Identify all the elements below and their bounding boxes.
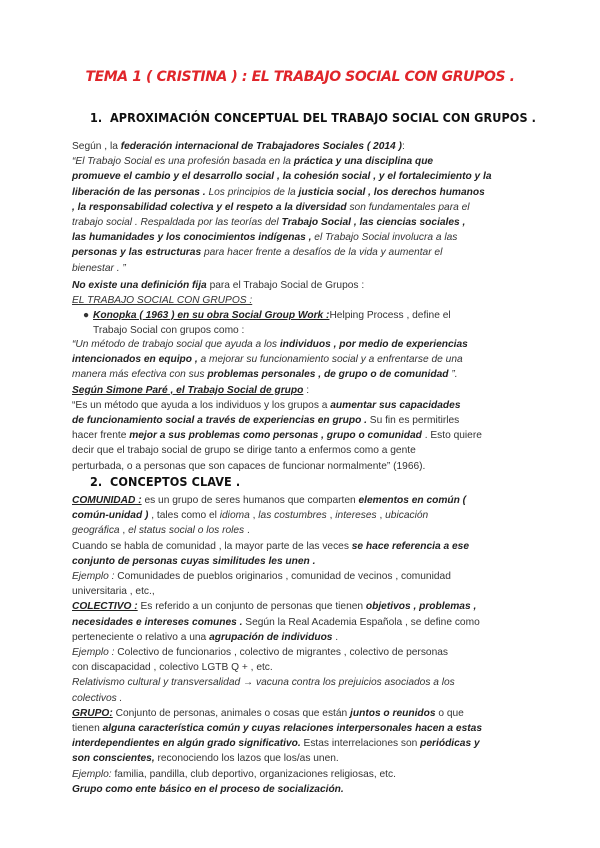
grupo-line <box>72 706 528 721</box>
quote-line <box>72 185 528 200</box>
text: Su fin es permitirles <box>366 415 460 427</box>
comunidad-line <box>72 508 528 523</box>
section-1-title: APROXIMACIÓN CONCEPTUAL DEL TRABAJO SOCIAL CON GRUPOS . <box>110 110 537 125</box>
text: Relativismo cultural y transversalidad → vacuna contra los prejuicios asociados a los <box>72 677 455 689</box>
text: . <box>244 525 250 537</box>
colectivo-line <box>72 615 528 630</box>
text: individuos , por medio de experiencias <box>279 339 468 350</box>
text: juntos o reunidos <box>350 707 436 719</box>
text: problemas personales , de grupo o de comunidad <box>207 369 449 381</box>
quote-line <box>72 398 528 413</box>
comunidad-line <box>72 554 528 569</box>
no-fixed-definition <box>72 278 528 308</box>
text: Colectivo de funcionarios , colectivo de migrantes , colectivo de personas <box>114 647 448 659</box>
relativism-line <box>72 675 528 690</box>
quote-line <box>72 428 528 443</box>
text: agrupación de individuos <box>209 631 333 643</box>
quote-line <box>72 352 528 367</box>
text: intereses <box>335 510 377 522</box>
text: o que <box>435 707 464 719</box>
text: trabajo social . Respaldada por las teorías del <box>72 217 282 229</box>
text: son fundamentales para el <box>346 201 470 213</box>
quote-line <box>72 367 528 382</box>
text: conjunto de personas cuyas similitudes les unen . <box>72 555 316 567</box>
text: , <box>326 510 336 522</box>
text: idioma <box>219 510 250 522</box>
text: se hace referencia a ese <box>351 540 470 552</box>
text: Comunidades de pueblos originarios , comunidad de vecinos , comunidad <box>114 571 451 583</box>
quote-line <box>72 459 528 474</box>
text: el Trabajo Social involucra a las <box>311 232 458 244</box>
text: Trabajo Social con grupos como : <box>93 325 245 337</box>
text: . Esto quiere <box>421 430 482 442</box>
quote-line <box>72 169 528 184</box>
pare-line <box>72 383 528 398</box>
text: personas y las estructuras <box>72 247 202 259</box>
text: Conjunto de personas, animales o cosas que están <box>112 707 351 719</box>
text: Estas interrelaciones son <box>300 738 421 750</box>
text: promueve el cambio y el desarrollo social , la cohesión social , y el fortalecimiento y la <box>72 171 492 183</box>
section-1-number: 1. <box>90 110 103 125</box>
text: de funcionamiento social a través de experiencias en grupo . <box>72 415 367 427</box>
quote-line <box>72 443 528 458</box>
grupo-line <box>72 751 528 766</box>
text: para hacer frente a desafíos de la vida y aumentar el <box>201 247 443 259</box>
text: perteneciente o relativo a una <box>72 631 210 643</box>
example-label: Ejemplo: <box>72 768 112 780</box>
grupo-line <box>72 721 528 736</box>
text: para el Trabajo Social de Grupos : <box>206 280 365 291</box>
text: ”. <box>448 369 458 381</box>
text: , tales como el <box>148 510 220 522</box>
text: son conscientes, <box>72 753 155 765</box>
author-reference: Según Simone Paré , el Trabajo Social de grupo <box>72 384 304 396</box>
bullet-line <box>93 308 528 323</box>
term-comunidad: COMUNIDAD : <box>72 495 142 506</box>
comunidad-line <box>72 493 528 508</box>
colectivo-line <box>72 599 528 614</box>
konopka-bullet <box>83 308 528 338</box>
quote-line <box>72 413 528 428</box>
term-colectivo: COLECTIVO : <box>72 601 138 613</box>
text: justicia social , los derechos humanos <box>298 186 485 198</box>
text: No existe una definición fija <box>72 280 207 291</box>
text: , la responsabilidad colectiva y el respeto a la diversidad <box>72 201 347 213</box>
quote-line <box>72 337 528 352</box>
bullet-icon: ● <box>83 310 90 321</box>
text: : <box>303 384 310 396</box>
text: “Es un método que ayuda a los individuos y los grupos a <box>72 399 331 411</box>
text: colectivos . <box>72 692 123 704</box>
text: con discapacidad , colectivo LGTB Q + , etc. <box>72 662 273 674</box>
quote-line <box>72 215 528 230</box>
text: : <box>401 141 405 152</box>
text: objetivos , problemas , <box>365 601 477 613</box>
text: aumentar sus capacidades <box>330 399 461 411</box>
nodef-line <box>72 278 528 293</box>
example-line <box>72 645 528 660</box>
text: Trabajo Social , las ciencias sociales , <box>281 217 466 229</box>
section-2-heading <box>90 474 240 489</box>
text: bienestar . ” <box>72 262 126 274</box>
text: intencionados en equipo , <box>72 354 198 366</box>
text: común-unidad ) <box>72 510 149 522</box>
colectivo-line <box>72 630 528 645</box>
section-2-number: 2. <box>90 474 103 489</box>
text: ubicación <box>385 510 429 522</box>
section-2-title: CONCEPTOS CLAVE . <box>110 474 241 489</box>
example-line <box>72 584 528 599</box>
text: . <box>332 631 339 643</box>
text: , <box>376 510 386 522</box>
text: familia, pandilla, club deportivo, organizaciones religiosas, etc. <box>111 768 396 780</box>
text: “El Trabajo Social es una profesión basada en la <box>72 156 294 168</box>
text: Es referido a un conjunto de personas que tienen <box>137 601 366 613</box>
author-reference: Konopka ( 1963 ) en su obra Social Group Work : <box>93 310 330 321</box>
example-label: Ejemplo : <box>72 571 115 583</box>
text: reconociendo los lazos que los/as unen. <box>154 753 339 765</box>
text: interdependientes en algún grado significativo. <box>72 738 301 750</box>
text: mejor a sus problemas como personas , grupo o comunidad <box>129 430 422 442</box>
text: Según la Real Academia Española , se define como <box>242 616 480 628</box>
text: necesidades e intereses comunes . <box>72 616 243 628</box>
key-concepts <box>72 493 528 797</box>
document-title: TEMA 1 ( CRISTINA ) : EL TRABAJO SOCIAL CON GRUPOS . <box>85 69 515 85</box>
text: decir que el trabajo social de grupo se dirige tanto a enfermos como a gente <box>72 445 416 457</box>
text: es un grupo de seres humanos que comparten <box>141 495 359 506</box>
text: manera más efectiva con sus <box>72 369 208 381</box>
quote-line <box>72 200 528 215</box>
organization-name: federación internacional de Trabajadores Sociales ( 2014 ) <box>120 141 402 152</box>
comunidad-line <box>72 523 528 538</box>
example-line <box>72 767 528 782</box>
quote-line <box>72 245 528 260</box>
intro-line <box>72 139 528 154</box>
grupo-line <box>72 736 528 751</box>
text: elementos en común ( <box>358 495 467 506</box>
konopka-quote <box>72 337 528 474</box>
term-grupo: GRUPO: <box>72 707 113 719</box>
text: Grupo como ente básico en el proceso de socialización. <box>72 783 344 795</box>
text: , <box>119 525 129 537</box>
text: hacer frente <box>72 430 130 442</box>
text: el status social o los roles <box>128 525 245 537</box>
text: Los principios de la <box>205 186 299 198</box>
text: Helping Process , define el <box>329 310 451 321</box>
subheading <box>72 293 528 308</box>
relativism-line <box>72 691 528 706</box>
text: , <box>249 510 259 522</box>
example-label: Ejemplo : <box>72 647 115 659</box>
text: liberación de las personas . <box>72 186 206 198</box>
text: tienen <box>72 723 103 735</box>
text: las humanidades y los conocimientos indígenas , <box>72 232 312 244</box>
example-line <box>72 569 528 584</box>
text: “Un método de trabajo social que ayuda a los <box>72 339 280 350</box>
text: a mejorar su funcionamiento social y a enfrentarse de una <box>197 354 463 366</box>
section-1-heading <box>90 110 536 125</box>
text: Cuando se habla de comunidad , la mayor parte de las veces <box>72 540 352 552</box>
text: práctica y una disciplina que <box>293 156 434 168</box>
text: las costumbres <box>258 510 327 522</box>
quote-line <box>72 261 528 276</box>
text: alguna característica común y cuyas relaciones interpersonales hacen a estas <box>102 723 482 735</box>
text: geográfica <box>72 525 120 537</box>
comunidad-line <box>72 539 528 554</box>
example-line <box>72 660 528 675</box>
quote-line <box>72 154 528 169</box>
quote-line <box>72 230 528 245</box>
fits-definition <box>72 139 528 276</box>
text: perturbada, o a personas que son capaces de funcionar normalmente” (1966). <box>72 460 426 472</box>
final-line <box>72 782 528 797</box>
text: EL TRABAJO SOCIAL CON GRUPOS : <box>72 295 253 307</box>
text: Según , la <box>72 141 121 152</box>
text: periódicas y <box>420 738 480 750</box>
text: universitaria , etc., <box>72 586 155 598</box>
